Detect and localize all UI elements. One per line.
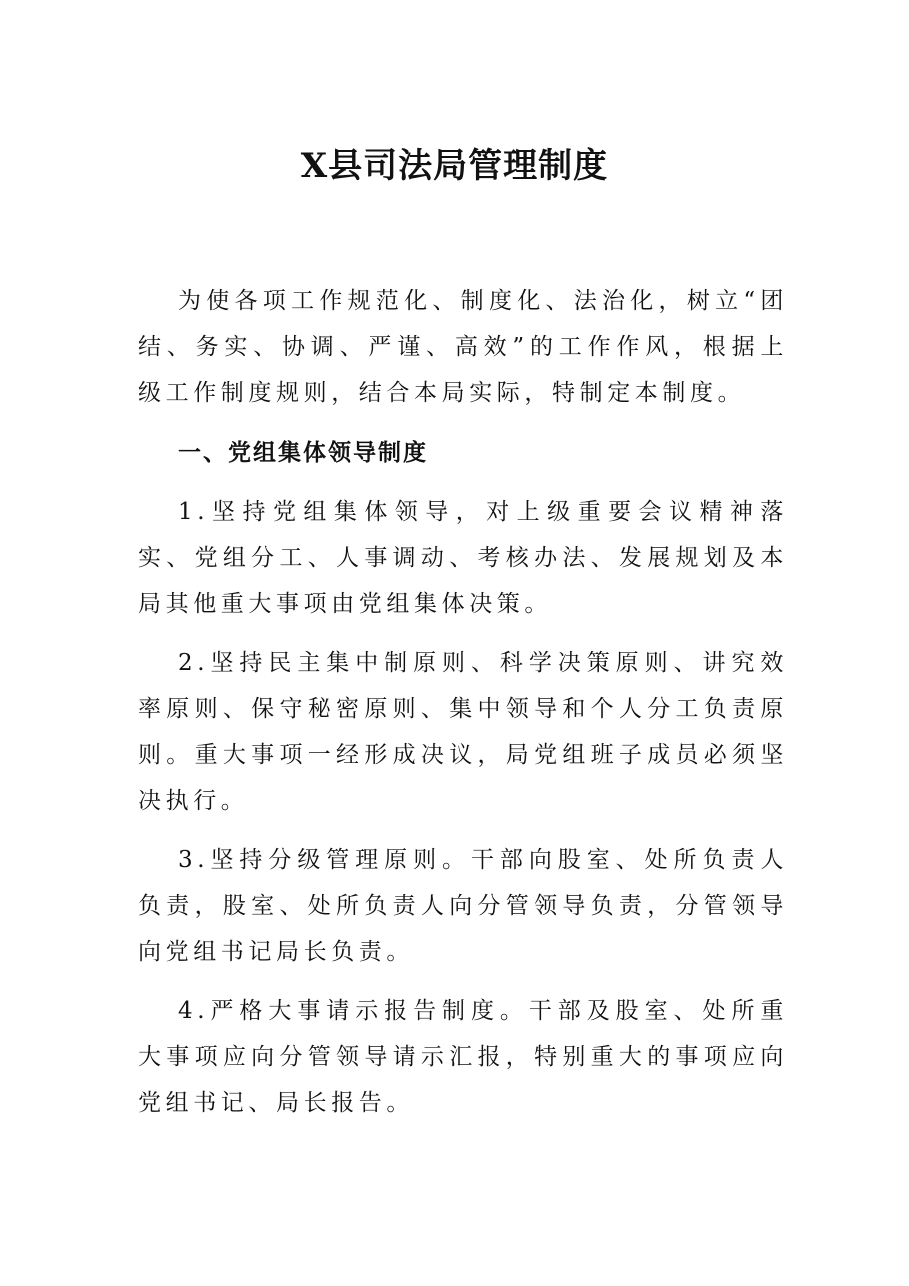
section-item-4: 4.严格大事请示报告制度。干部及股室、处所重大事项应向分管领导请示汇报，特别重大的事项应向党组书记、局长报告。 bbox=[138, 998, 788, 1116]
document-body bbox=[138, 278, 788, 1126]
section-item-2: 2.坚持民主集中制原则、科学决策原则、讲究效率原则、保守秘密原则、集中领导和个人分工负责原则。重大事项一经形成决议，局党组班子成员必须坚决执行。 bbox=[138, 650, 788, 814]
section-item-1: 1.坚持党组集体领导，对上级重要会议精神落实、党组分工、人事调动、考核办法、发展规划及本局其他重大事项由党组集体决策。 bbox=[138, 499, 788, 617]
document-title: X县司法局管理制度 bbox=[300, 146, 609, 186]
section-heading: 一、党组集体领导制度 bbox=[178, 439, 428, 466]
section-item-3: 3.坚持分级管理原则。干部向股室、处所负责人负责，股室、处所负责人向分管领导负责，分管领导向党组书记局长负责。 bbox=[138, 847, 788, 965]
intro-paragraph: 为使各项工作规范化、制度化、法治化，树立“团结、务实、协调、严谨、高效”的工作作风，根据上级工作制度规则，结合本局实际，特制定本制度。 bbox=[138, 288, 788, 406]
